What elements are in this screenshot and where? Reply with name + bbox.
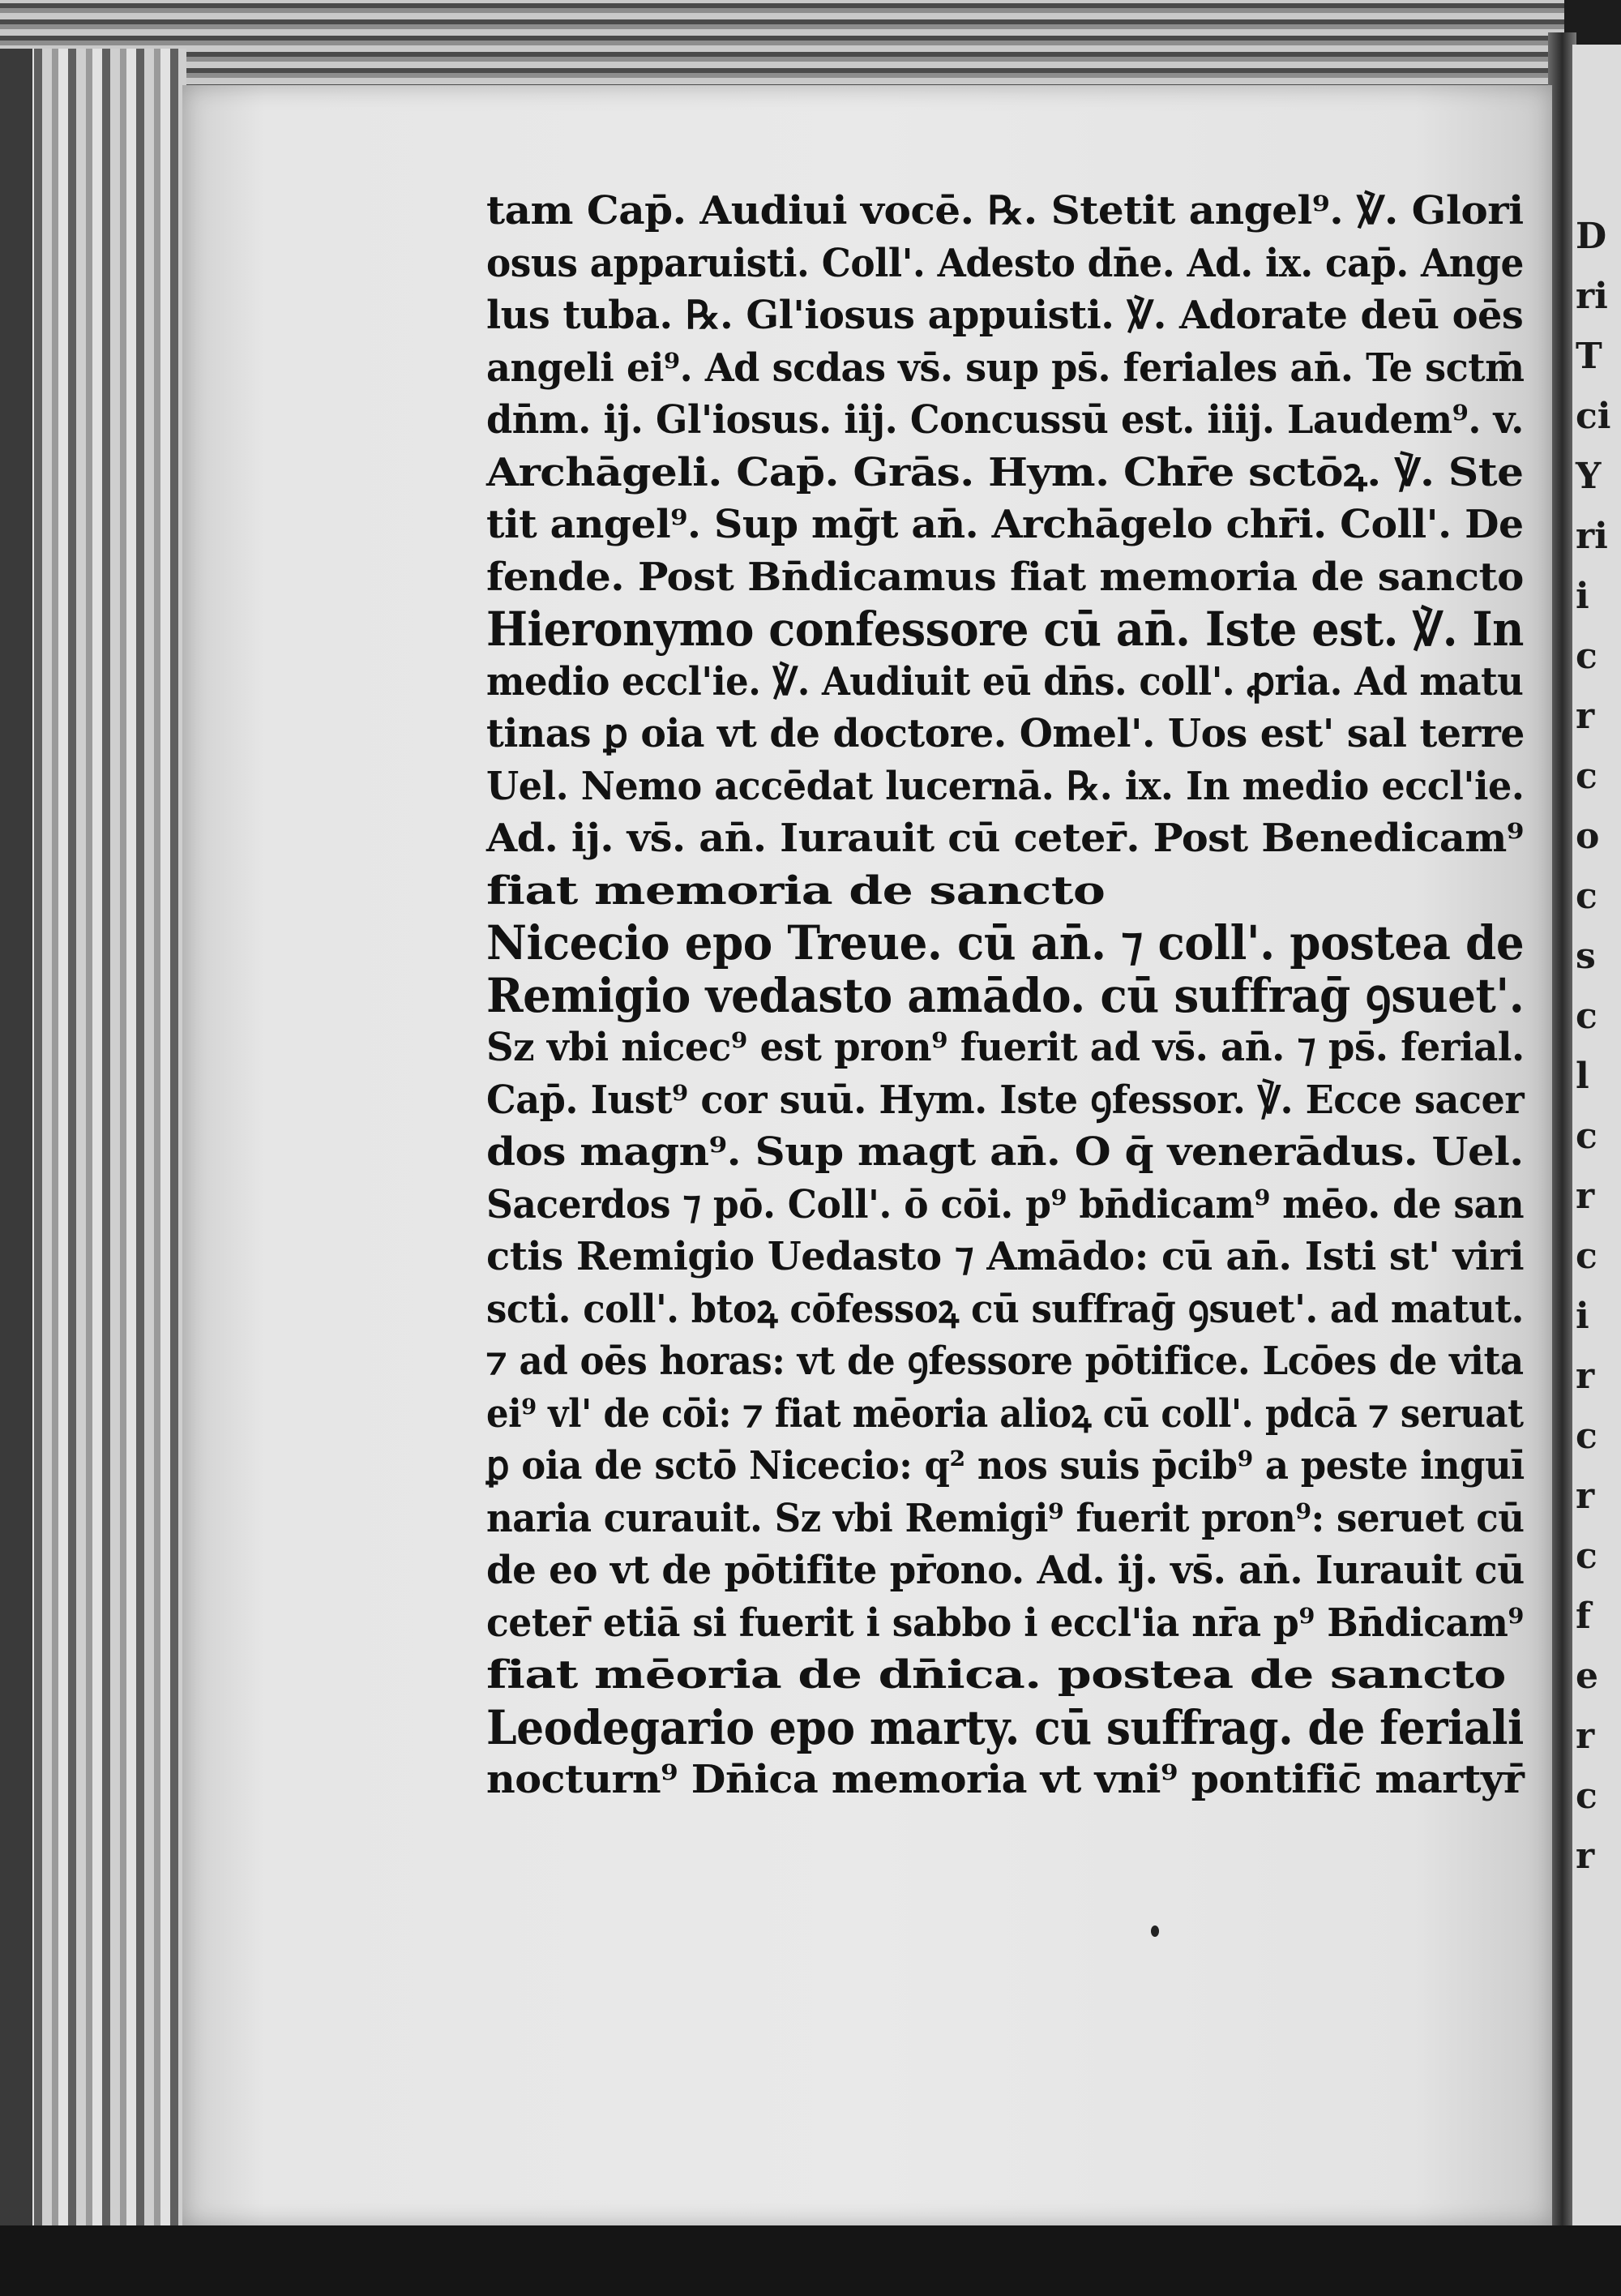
book-top-edge: [0, 0, 1564, 89]
facing-page-letter: i: [1576, 576, 1589, 617]
text-line: Cap̄. Iust⁹ cor suū. Hym. Iste ꝯfessor. ℣. Ecce sacer: [486, 1077, 1525, 1123]
facing-page-letter: l: [1576, 1056, 1589, 1097]
facing-page-letter: c: [1576, 1236, 1597, 1277]
text-line: medio eccl'ie. ℣. Audiuit eū dn̄s. coll'. ꝓria. Ad matu: [486, 658, 1524, 705]
text-line: ctis Remigio Uedasto ⁊ Amādo: cū an̄. Isti st' viri: [486, 1234, 1525, 1279]
text-line: tam Cap̄. Audiui vocē. ℞. Stetit angel⁹. ℣. Glori: [486, 188, 1524, 233]
text-line: scti. coll'. btoꝝ cōfessoꝝ cū suffraḡ ꝯsuet'. ad matut.: [486, 1286, 1524, 1332]
text-line: Ad. ij. vs̄. an̄. Iurauit cū ceter̄. Post Benedicam⁹: [486, 816, 1524, 861]
text-line: tit angel⁹. Sup mḡt an̄. Archāgelo chr̄i. Coll'. De: [486, 502, 1524, 547]
text-line: nocturn⁹ Dn̄ica memoria vt vni⁹ pontific̄ martyr̄: [486, 1757, 1525, 1802]
text-line: naria curauit. Sz vbi Remigi⁹ fuerit pron⁹: seruet cū: [486, 1495, 1525, 1541]
facing-page-letter: T: [1576, 336, 1602, 377]
facing-page-letter: r: [1576, 1176, 1595, 1217]
rubric-line: Hieronymo confessore cū an̄. Iste est. ℣. In: [486, 602, 1524, 657]
text-line: dn̄m. ij. Gl'iosus. iij. Concussū est. iiij. Laudem⁹. v.: [486, 397, 1524, 443]
ink-spot: [1151, 1925, 1159, 1937]
facing-page-letter: c: [1576, 996, 1597, 1037]
rubric-line: Nicecio epo Treue. cū an̄. ⁊ coll'. postea de: [486, 915, 1525, 970]
text-line: tinas ꝑ oia vt de doctore. Omel'. Uos est' sal terre: [486, 711, 1525, 756]
facing-page-letter: ri: [1576, 516, 1608, 557]
facing-page-letter: f: [1576, 1596, 1591, 1637]
facing-page-letter: r: [1576, 1476, 1595, 1517]
text-line: Sacerdos ⁊ pō. Coll'. ō cōi. p⁹ bn̄dicam⁹ mēo. de san: [486, 1181, 1525, 1227]
text-line: Archāgeli. Cap̄. Grās. Hym. Chr̄e sctōꝝ. ℣. Ste: [486, 449, 1524, 495]
facing-page-letter: r: [1576, 1836, 1595, 1877]
facing-page-letter: c: [1576, 1416, 1597, 1457]
facing-page-letter: c: [1576, 1116, 1597, 1157]
text-line: Sz vbi nicec⁹ est pron⁹ fuerit ad vs̄. an̄. ⁊ ps̄. ferial.: [486, 1025, 1525, 1070]
facing-page-letter: c: [1576, 1536, 1597, 1577]
facing-page-letter: Y: [1576, 456, 1602, 497]
facing-page-letter: c: [1576, 756, 1597, 797]
facing-page-letter: r: [1576, 1356, 1595, 1397]
text-line: de eo vt de pōtifite pr̄ono. Ad. ij. vs̄. an̄. Iurauit cū: [486, 1548, 1525, 1593]
text-line: osus apparuisti. Coll'. Adesto dn̄e. Ad. ix. cap̄. Ange: [486, 240, 1524, 286]
text-line: Uel. Nemo accēdat lucernā. ℞. ix. In medio eccl'ie.: [486, 763, 1525, 809]
facing-page-letter: r: [1576, 696, 1595, 737]
background-bottom: [0, 2225, 1621, 2296]
facing-page-letter: e: [1576, 1656, 1598, 1697]
facing-page-letter: D: [1576, 216, 1607, 257]
text-line: ⁊ ad oēs horas: vt de ꝯfessore pōtifice. Lcōes de vita: [486, 1339, 1524, 1384]
page-text-column: [486, 185, 1540, 1806]
facing-page-letter: ri: [1576, 276, 1608, 317]
facing-page-letter: ci: [1576, 396, 1611, 437]
text-line: lus tuba. ℞. Gl'iosus appuisti. ℣. Adorate deū oēs: [486, 293, 1524, 338]
facing-page-letters: [1572, 45, 1621, 1887]
facing-page-letter: c: [1576, 636, 1597, 677]
rubric-line: Leodegario epo marty. cū suffrag. de feriali: [486, 1699, 1524, 1755]
text-line: fiat mēoria de dn̄ica. postea de sancto: [486, 1652, 1506, 1698]
facing-page-letter: i: [1576, 1296, 1589, 1337]
facing-page-letter: r: [1576, 1716, 1595, 1757]
text-line: ceter̄ etiā si fuerit i sabbo i eccl'ia nr̄a p⁹ Bn̄dicam⁹: [486, 1600, 1524, 1646]
rubric-line: Remigio vedasto amādo. cū suffraḡ ꝯsuet'.: [486, 967, 1525, 1023]
text-line: angeli ei⁹. Ad scdas vs̄. sup ps̄. feriales an̄. Te sctm̄: [486, 345, 1525, 391]
facing-page-letter: c: [1576, 876, 1597, 917]
facing-page-letter: c: [1576, 1776, 1597, 1817]
text-line: dos magn⁹. Sup magt an̄. O q̄ venerādus. Uel.: [486, 1129, 1524, 1175]
book-spine-shadow: [0, 49, 32, 2254]
text-line: ei⁹ vl' de cōi: ⁊ fiat mēoria alioꝝ cū coll'. pdcā ⁊ seruat: [486, 1390, 1524, 1437]
text-line: fiat memoria de sancto: [486, 867, 1106, 914]
facing-page-letter: o: [1576, 816, 1600, 857]
text-line: ꝑ oia de sctō Nicecio: q² nos suis p̄cib⁹ a peste inguī: [486, 1443, 1525, 1489]
text-line: fende. Post Bn̄dicamus fiat memoria de sancto: [486, 554, 1524, 600]
facing-page-letter: s: [1576, 936, 1596, 977]
